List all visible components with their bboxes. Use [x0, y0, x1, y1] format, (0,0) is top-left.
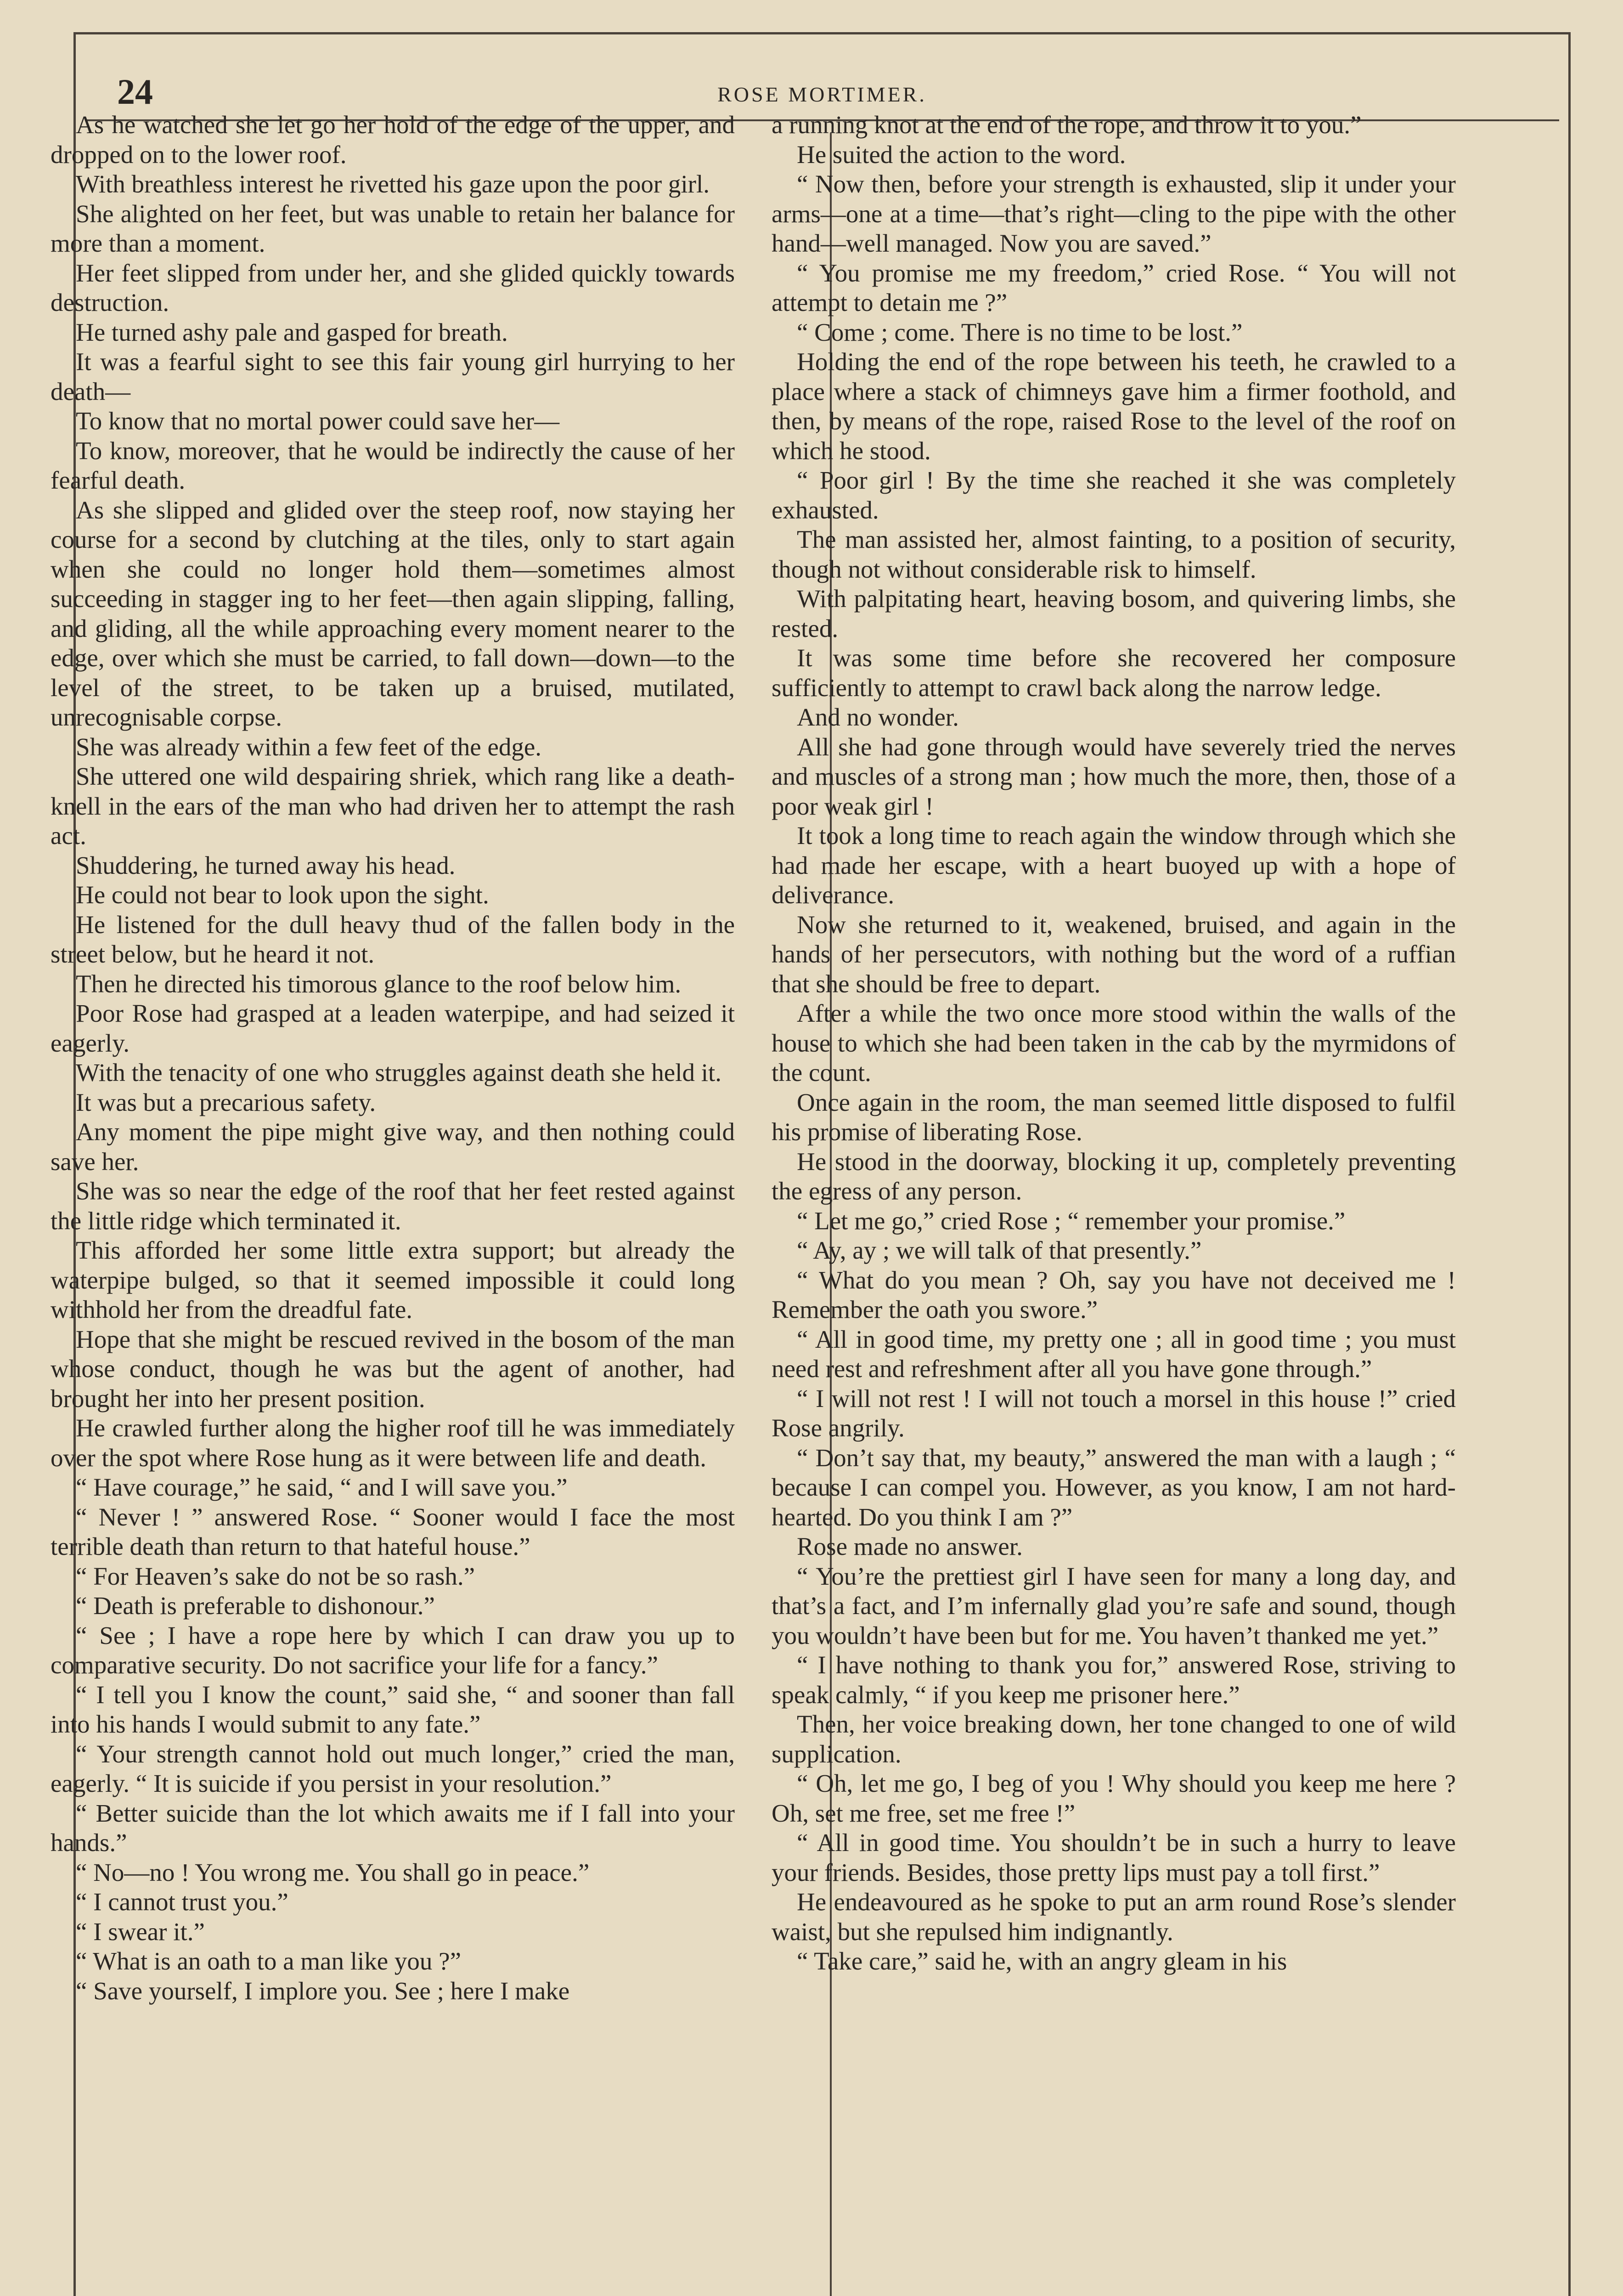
paragraph: It was but a precarious safety.: [76, 1088, 376, 1116]
paragraph: All she had gone through would have severely tried the nerves and muscles of a strong man ; how much the more, then, those of a poor weak girl !: [772, 732, 1456, 820]
paragraph: “ Save yourself, I implore you. See ; here I make: [76, 1976, 570, 2005]
paragraph: She uttered one wild despairing shriek, which rang like a death-knell in the ears of the man who had driven her to attempt the rash act.: [51, 762, 735, 850]
paragraph: “ Take care,” said he, with an angry gleam in his: [797, 1947, 1287, 1975]
paragraph: “ Death is preferable to dishonour.”: [76, 1592, 435, 1620]
paragraph: With the tenacity of one who struggles against death she held it.: [76, 1058, 722, 1086]
paragraph: And no wonder.: [797, 703, 959, 731]
paragraph: “ What do you mean ? Oh, say you have not deceived me ! Remember the oath you swore.”: [772, 1266, 1456, 1323]
paragraph: “ Ay, ay ; we will talk of that presently.”: [797, 1236, 1202, 1264]
paragraph: Rose made no answer.: [797, 1532, 1023, 1560]
paragraph: Holding the end of the rope between his teeth, he crawled to a place where a stack of chimneys gave him a firmer foothold, and then, by means of the rope, raised Rose to the level of the roof on which he stood.: [772, 348, 1456, 465]
paragraph: She was already within a few feet of the edge.: [76, 732, 542, 761]
paragraph: “ See ; I have a rope here by which I can draw you up to comparative security. Do not sacrifice your life for a fancy.”: [51, 1621, 735, 1679]
paragraph: He listened for the dull heavy thud of the fallen body in the street below, but he heard it not.: [51, 910, 735, 968]
running-title: ROSE MORTIMER.: [717, 83, 927, 106]
paragraph: After a while the two once more stood within the walls of the house to which she had been taken in the cab by the myrmidons of the count.: [772, 999, 1456, 1086]
paragraph: To know, moreover, that he would be indirectly the cause of her fearful death.: [51, 436, 735, 494]
paragraph: “ All in good time, my pretty one ; all in good time ; you must need rest and refreshment after all you have gone through.”: [772, 1325, 1456, 1383]
paragraph: Once again in the room, the man seemed little disposed to fulfil his promise of liberating Rose.: [772, 1088, 1456, 1146]
paragraph: “ Better suicide than the lot which awaits me if I fall into your hands.”: [51, 1799, 735, 1857]
paragraph: He suited the action to the word.: [797, 140, 1126, 169]
paragraph: Shuddering, he turned away his head.: [76, 851, 456, 879]
paragraph: With breathless interest he rivetted his gaze upon the poor girl.: [76, 170, 710, 198]
paragraph: Poor Rose had grasped at a leaden waterpipe, and had seized it eagerly.: [51, 999, 735, 1057]
paragraph: Then he directed his timorous glance to the roof below him.: [76, 969, 682, 998]
paragraph: Then, her voice breaking down, her tone changed to one of wild supplication.: [772, 1710, 1456, 1768]
paragraph: “ All in good time. You shouldn’t be in such a hurry to leave your friends. Besides, those pretty lips must pay a toll first.”: [772, 1829, 1456, 1886]
paragraph: “ I will not rest ! I will not touch a morsel in this house !” cried Rose angrily.: [772, 1384, 1456, 1442]
paragraph: “ You promise me my freedom,” cried Rose. “ You will not attempt to detain me ?”: [772, 259, 1456, 316]
paragraph: “ Now then, before your strength is exhausted, slip it under your arms—one at a time—that’s right—cling to the pipe with the other hand—well managed. Now you are saved.”: [772, 170, 1456, 257]
paragraph: “ Poor girl ! By the time she reached it she was completely exhausted.: [772, 466, 1456, 524]
paragraph: It was some time before she recovered her composure sufficiently to attempt to crawl back along the narrow ledge.: [772, 644, 1456, 702]
paragraph: He crawled further along the higher roof till he was immediately over the spot where Rose hung as it were between life and death.: [51, 1414, 735, 1472]
paragraph: “ No—no ! You wrong me. You shall go in peace.”: [76, 1858, 590, 1886]
paragraph: Her feet slipped from under her, and she glided quickly towards destruction.: [51, 259, 735, 316]
paragraph: The man assisted her, almost fainting, to a position of security, though not without considerable risk to himself.: [772, 525, 1456, 583]
paragraph: He turned ashy pale and gasped for breath.: [76, 318, 508, 346]
paragraph: “ What is an oath to a man like you ?”: [76, 1947, 461, 1975]
paragraph: “ Come ; come. There is no time to be lost.”: [797, 318, 1243, 346]
paragraph: “ I have nothing to thank you for,” answered Rose, striving to speak calmly, “ if you keep me prisoner here.”: [772, 1651, 1456, 1709]
paragraph: It took a long time to reach again the window through which she had made her escape, with a heart buoyed up with a hope of deliverance.: [772, 822, 1456, 909]
paragraph: “ I cannot trust you.”: [76, 1888, 288, 1916]
paragraph: “ I swear it.”: [76, 1917, 205, 1946]
paragraph: To know that no mortal power could save her—: [76, 407, 560, 435]
paragraph: “ Don’t say that, my beauty,” answered the man with a laugh ; “ because I can compel you. However, as you know, I am not hard-hearted. Do you think I am ?”: [772, 1443, 1456, 1531]
paragraph: “ Your strength cannot hold out much longer,” cried the man, eagerly. “ It is suicide if you persist in your resolution.”: [51, 1739, 735, 1797]
paragraph: It was a fearful sight to see this fair young girl hurrying to her death—: [51, 348, 735, 405]
left-column: [51, 110, 735, 2296]
paragraph: She alighted on her feet, but was unable to retain her balance for more than a moment.: [51, 199, 735, 257]
paragraph: He stood in the doorway, blocking it up, completely preventing the egress of any person.: [772, 1147, 1456, 1205]
paragraph: a running knot at the end of the rope, and throw it to you.”: [772, 111, 1362, 139]
paragraph: “ Oh, let me go, I beg of you ! Why should you keep me here ? Oh, set me free, set me free !”: [772, 1769, 1456, 1827]
paragraph: “ Let me go,” cried Rose ; “ remember your promise.”: [797, 1206, 1346, 1235]
paragraph: As he watched she let go her hold of the edge of the upper, and dropped on to the lower roof.: [51, 111, 735, 169]
page-number: 24: [117, 72, 153, 112]
paragraph: With palpitating heart, heaving bosom, and quivering limbs, she rested.: [772, 585, 1456, 642]
paragraph: He endeavoured as he spoke to put an arm round Rose’s slender waist, but she repulsed him indignantly.: [772, 1888, 1456, 1946]
paragraph: She was so near the edge of the roof that her feet rested against the little ridge which terminated it.: [51, 1177, 735, 1235]
paragraph: Now she returned to it, weakened, bruised, and again in the hands of her persecutors, with nothing but the word of a ruffian that she should be free to depart.: [772, 910, 1456, 998]
paragraph: “ You’re the prettiest girl I have seen for many a long day, and that’s a fact, and I’m infernally glad you’re safe and sound, though you wouldn’t have been but for me. You haven’t thanked me yet.”: [772, 1562, 1456, 1649]
paragraph: “ For Heaven’s sake do not be so rash.”: [76, 1562, 475, 1590]
paragraph: “ Have courage,” he said, “ and I will save you.”: [76, 1473, 568, 1501]
right-column: [772, 110, 1456, 2296]
paragraph: “ I tell you I know the count,” said she, “ and sooner than fall into his hands I would submit to any fate.”: [51, 1680, 735, 1738]
paragraph: Any moment the pipe might give way, and then nothing could save her.: [51, 1118, 735, 1176]
paragraph: As she slipped and glided over the steep roof, now staying her course for a second by clutching at the tiles, only to start again when she could no longer hold them—sometimes almost succeeding in stagger ing to her feet—then again slipping, falling, and gliding, all the while approaching every moment nearer to the edge, over which she must be carried, to fall down—down—to the level of the street, to be taken up a bruised, mutilated, unrecognisable corpse.: [51, 495, 735, 731]
paragraph: This afforded her some little extra support; but already the waterpipe bulged, so that it seemed impossible it could long withhold her from the dreadful fate.: [51, 1236, 735, 1323]
paragraph: Hope that she might be rescued revived in the bosom of the man whose conduct, though he was but the agent of another, had brought her into her present position.: [51, 1325, 735, 1412]
paragraph: He could not bear to look upon the sight.: [76, 881, 489, 909]
paragraph: “ Never ! ” answered Rose. “ Sooner would I face the most terrible death than return to that hateful house.”: [51, 1503, 735, 1560]
